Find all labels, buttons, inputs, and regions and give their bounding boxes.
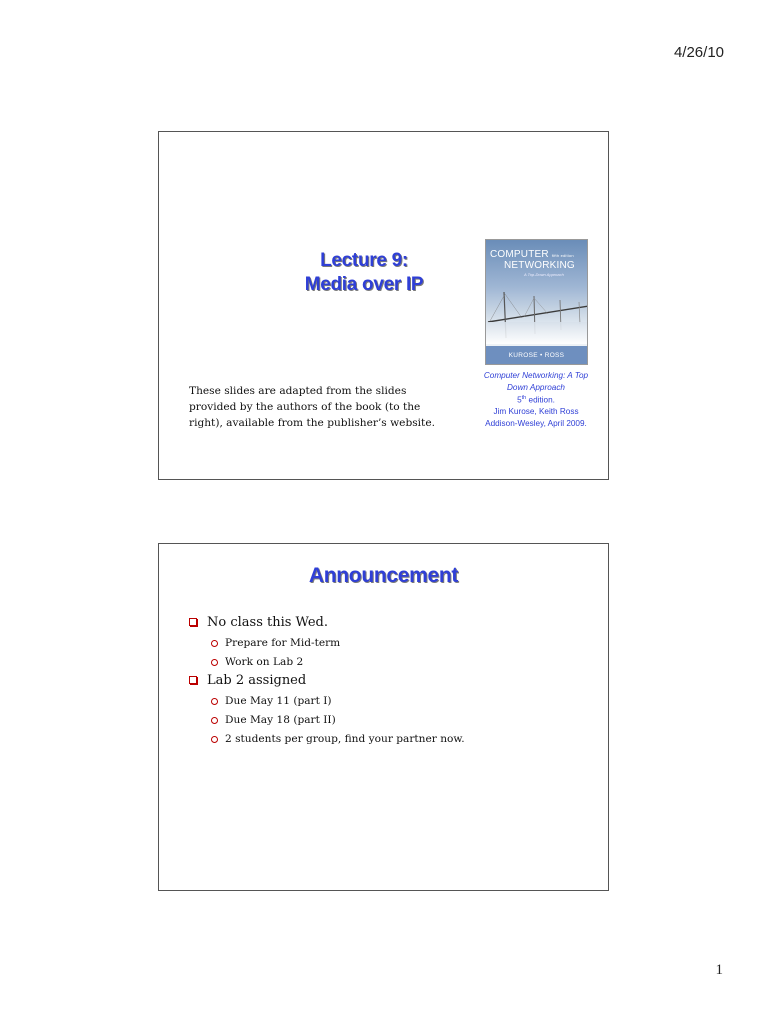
circle-bullet-icon — [211, 640, 218, 647]
caption-title-2: Down Approach — [507, 382, 565, 392]
caption-title-1: Computer Networking: A Top — [483, 371, 589, 380]
square-bullet-icon — [189, 618, 197, 626]
circle-bullet-icon — [211, 717, 218, 724]
cover-title-line-1: COMPUTER fifth edition — [490, 249, 574, 260]
cover-fog — [486, 322, 587, 344]
sub-bullet-item: Work on Lab 2 — [189, 653, 589, 672]
title-line-1: Lecture 9: — [320, 250, 408, 271]
sub-bullet-item: Prepare for Mid-term — [189, 634, 589, 653]
bullet-item: Lab 2 assigned — [189, 672, 589, 690]
bullet-item: No class this Wed. — [189, 614, 589, 632]
caption-authors: Jim Kurose, Keith Ross — [493, 407, 579, 417]
circle-bullet-icon — [211, 659, 218, 666]
page-date: 4/26/10 — [673, 44, 724, 61]
book-caption — [456, 370, 616, 429]
square-bullet-icon — [189, 676, 197, 684]
page-number: 1 — [715, 962, 723, 978]
circle-bullet-icon — [211, 736, 218, 743]
sub-bullet-item: 2 students per group, find your partner now. — [189, 730, 589, 749]
cover-edition: fifth edition — [551, 253, 574, 258]
title-line-2: Media over IP — [304, 274, 424, 295]
cover-subtitle: A Top-Down Approach — [524, 272, 564, 277]
circle-bullet-icon — [211, 698, 218, 705]
slide-2-announcement — [158, 543, 609, 891]
sub-bullet-item: Due May 18 (part II) — [189, 711, 589, 730]
slide-1-title — [279, 249, 449, 297]
book-cover-image — [485, 239, 588, 365]
sub-bullet-item: Due May 11 (part I) — [189, 692, 589, 711]
slide-1-lecture-title — [158, 131, 609, 480]
cover-title-line-2: NETWORKING — [504, 260, 575, 271]
source-note: These slides are adapted from the slides provided by the authors of the book (to the right), available from the publisher’s website. — [189, 385, 435, 429]
bullet-list — [189, 614, 589, 749]
cover-authors: KUROSE • ROSS — [508, 352, 565, 359]
slide-2-title: Announcement — [308, 564, 459, 587]
caption-publisher: Addison-Wesley, April 2009. — [485, 418, 587, 428]
caption-edition: 5th edition. — [517, 395, 555, 405]
